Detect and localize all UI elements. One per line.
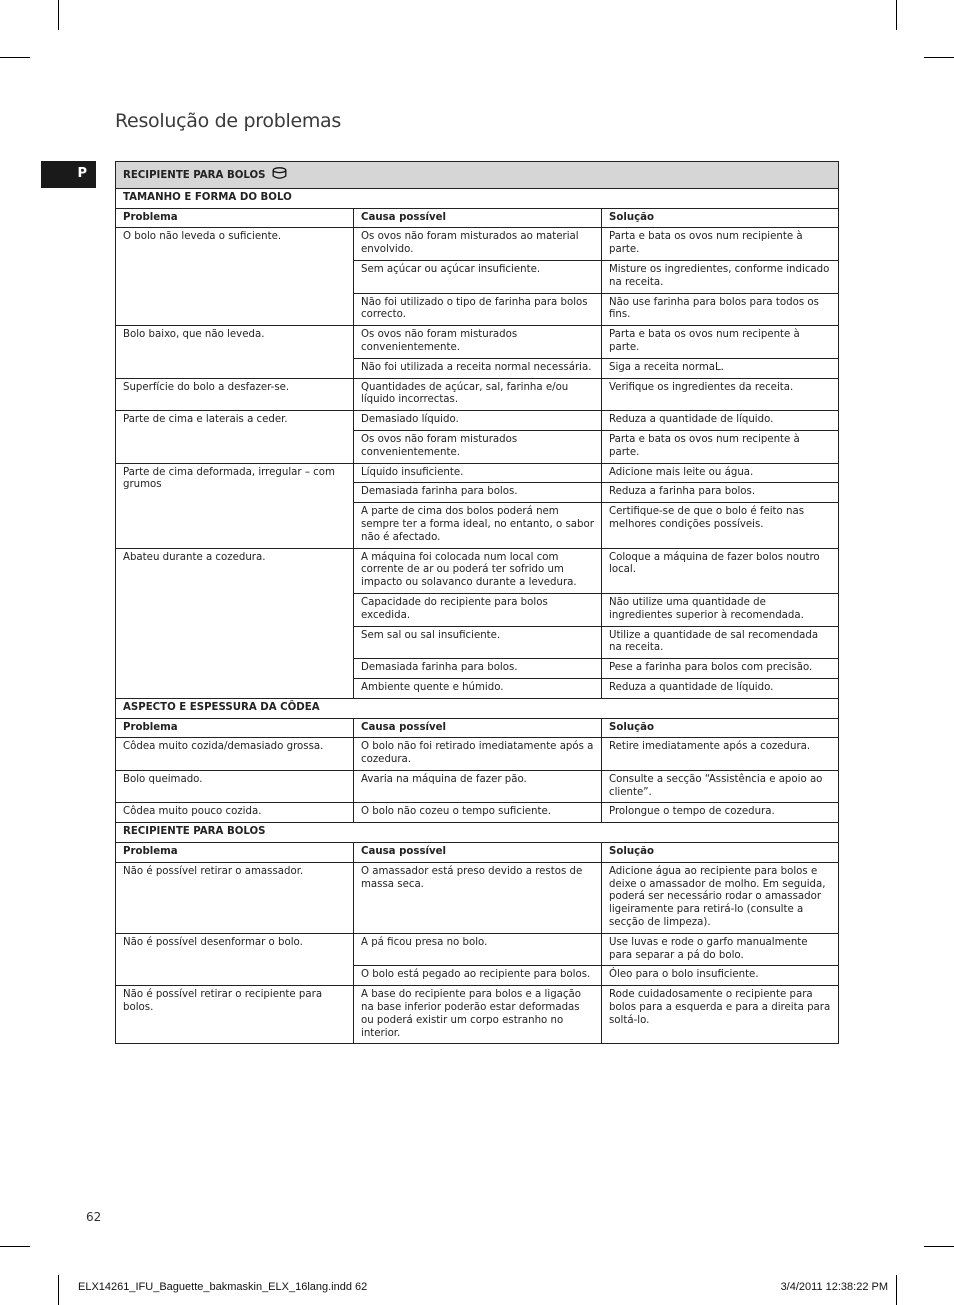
section-title-row: [116, 698, 839, 718]
solution-cell: Parta e bata os ovos num recipente à parte.: [602, 326, 839, 359]
cause-cell: Não foi utilizado o tipo de farinha para bolos correcto.: [354, 293, 602, 326]
solution-cell: Parta e bata os ovos num recipente à parte.: [602, 430, 839, 463]
solution-cell: Não utilize uma quantidade de ingredientes superior à recomendada.: [602, 593, 839, 626]
crop-mark: [0, 57, 30, 58]
section-title-row: [116, 823, 839, 843]
problem-cell: O bolo não leveda o suficiente.: [116, 228, 354, 326]
table-row: [116, 862, 839, 933]
table-row: [116, 411, 839, 431]
solution-cell: Reduza a quantidade de líquido.: [602, 411, 839, 431]
crop-mark: [924, 1246, 954, 1247]
column-header-row: [116, 718, 839, 738]
column-header-cause: Causa possível: [354, 843, 602, 863]
solution-cell: Misture os ingredientes, conforme indicado na receita.: [602, 260, 839, 293]
table-row: [116, 326, 839, 359]
section-title-row: [116, 188, 839, 208]
problem-cell: Não é possível desenformar o bolo.: [116, 933, 354, 985]
cause-cell: Sem sal ou sal insuficiente.: [354, 626, 602, 659]
cause-cell: A máquina foi colocada num local com corrente de ar ou poderá ter sofrido um impacto ou solavanco durante a levedura.: [354, 548, 602, 593]
table-row: [116, 228, 839, 261]
table-row: [116, 986, 839, 1044]
language-tab: [41, 161, 96, 188]
solution-cell: Retire imediatamente após a cozedura.: [602, 738, 839, 771]
cause-cell: Avaria na máquina de fazer pão.: [354, 770, 602, 803]
cause-cell: Os ovos não foram misturados convenientemente.: [354, 326, 602, 359]
cause-cell: Demasiada farinha para bolos.: [354, 483, 602, 503]
cause-cell: Ambiente quente e húmido.: [354, 678, 602, 698]
cause-cell: Demasiado líquido.: [354, 411, 602, 431]
table-row: [116, 803, 839, 823]
cause-cell: A parte de cima dos bolos poderá nem sempre ter a forma ideal, no entanto, o sabor não é afectado.: [354, 503, 602, 548]
crop-mark: [0, 1246, 30, 1247]
crop-mark: [896, 0, 897, 30]
solution-cell: Reduza a farinha para bolos.: [602, 483, 839, 503]
crop-mark: [924, 57, 954, 58]
cause-cell: Os ovos não foram misturados ao material envolvido.: [354, 228, 602, 261]
table-row: [116, 933, 839, 966]
table-row: [116, 738, 839, 771]
solution-cell: Adicione mais leite ou água.: [602, 463, 839, 483]
table-title: RECIPIENTE PARA BOLOS: [123, 170, 266, 181]
cause-cell: A pá ficou presa no bolo.: [354, 933, 602, 966]
column-header-solution: Solução: [602, 843, 839, 863]
solution-cell: Utilize a quantidade de sal recomendada na receita.: [602, 626, 839, 659]
table-row: [116, 770, 839, 803]
cause-cell: O bolo não cozeu o tempo suficiente.: [354, 803, 602, 823]
table-row: [116, 463, 839, 483]
problem-cell: Não é possível retirar o recipiente para bolos.: [116, 986, 354, 1044]
troubleshooting-table: [115, 161, 839, 1044]
column-header-problem: Problema: [116, 208, 354, 228]
problem-cell: Bolo queimado.: [116, 770, 354, 803]
column-header-row: [116, 208, 839, 228]
column-header-solution: Solução: [602, 208, 839, 228]
footer-filename: ELX14261_IFU_Baguette_bakmaskin_ELX_16lang.indd 62: [78, 1281, 368, 1293]
problem-cell: Côdea muito pouco cozida.: [116, 803, 354, 823]
solution-cell: Reduza a quantidade de líquido.: [602, 678, 839, 698]
page-title: Resolução de problemas: [115, 110, 341, 132]
language-tab-label: P: [77, 166, 87, 181]
column-header-solution: Solução: [602, 718, 839, 738]
column-header-row: [116, 843, 839, 863]
problem-cell: Parte de cima e laterais a ceder.: [116, 411, 354, 463]
solution-cell: Pese a farinha para bolos com precisão.: [602, 659, 839, 679]
page-number: 62: [86, 1210, 102, 1224]
cause-cell: O amassador está preso devido a restos de massa seca.: [354, 862, 602, 933]
solution-cell: Óleo para o bolo insuficiente.: [602, 966, 839, 986]
solution-cell: Parta e bata os ovos num recipiente à parte.: [602, 228, 839, 261]
cause-cell: Os ovos não foram misturados convenientemente.: [354, 430, 602, 463]
problem-cell: Parte de cima deformada, irregular – com grumos: [116, 463, 354, 548]
solution-cell: Não use farinha para bolos para todos os fins.: [602, 293, 839, 326]
cause-cell: A base do recipiente para bolos e a ligação na base inferior poderão estar deformadas ou poderá existir um corpo estranho no interior.: [354, 986, 602, 1044]
footer-datetime: 3/4/2011 12:38:22 PM: [780, 1281, 888, 1293]
cause-cell: Demasiada farinha para bolos.: [354, 659, 602, 679]
table-title-row: [116, 162, 839, 189]
table-row: [116, 378, 839, 411]
column-header-cause: Causa possível: [354, 208, 602, 228]
solution-cell: Verifique os ingredientes da receita.: [602, 378, 839, 411]
crop-mark: [58, 1275, 59, 1305]
solution-cell: Siga a receita normaL.: [602, 358, 839, 378]
problem-cell: Bolo baixo, que não leveda.: [116, 326, 354, 378]
crop-mark: [896, 1275, 897, 1305]
solution-cell: Rode cuidadosamente o recipiente para bolos para a esquerda e para a direita para soltá-lo.: [602, 986, 839, 1044]
solution-cell: Adicione água ao recipiente para bolos e deixe o amassador de molho. Em seguida, poderá ser necessário rodar o amassador ligeiramente para retirá-lo (consulte a secção de limpeza).: [602, 862, 839, 933]
bowl-icon: [272, 167, 287, 185]
cause-cell: Capacidade do recipiente para bolos excedida.: [354, 593, 602, 626]
table-row: [116, 548, 839, 593]
cause-cell: Não foi utilizada a receita normal necessária.: [354, 358, 602, 378]
section-title: ASPECTO E ESPESSURA DA CÔDEA: [116, 698, 839, 718]
column-header-cause: Causa possível: [354, 718, 602, 738]
table-title-cell: [116, 162, 839, 189]
cause-cell: Líquido insuficiente.: [354, 463, 602, 483]
solution-cell: Certifique-se de que o bolo é feito nas melhores condições possíveis.: [602, 503, 839, 548]
column-header-problem: Problema: [116, 843, 354, 863]
section-title: RECIPIENTE PARA BOLOS: [116, 823, 839, 843]
solution-cell: Prolongue o tempo de cozedura.: [602, 803, 839, 823]
problem-cell: Côdea muito cozida/demasiado grossa.: [116, 738, 354, 771]
cause-cell: Quantidades de açúcar, sal, farinha e/ou líquido incorrectas.: [354, 378, 602, 411]
problem-cell: Abateu durante a cozedura.: [116, 548, 354, 698]
cause-cell: O bolo está pegado ao recipiente para bolos.: [354, 966, 602, 986]
column-header-problem: Problema: [116, 718, 354, 738]
solution-cell: Coloque a máquina de fazer bolos noutro local.: [602, 548, 839, 593]
problem-cell: Não é possível retirar o amassador.: [116, 862, 354, 933]
solution-cell: Use luvas e rode o garfo manualmente para separar a pá do bolo.: [602, 933, 839, 966]
solution-cell: Consulte a secção “Assistência e apoio ao cliente”.: [602, 770, 839, 803]
cause-cell: O bolo não foi retirado imediatamente após a cozedura.: [354, 738, 602, 771]
crop-mark: [58, 0, 59, 30]
problem-cell: Superfície do bolo a desfazer-se.: [116, 378, 354, 411]
cause-cell: Sem açúcar ou açúcar insuficiente.: [354, 260, 602, 293]
section-title: TAMANHO E FORMA DO BOLO: [116, 188, 839, 208]
